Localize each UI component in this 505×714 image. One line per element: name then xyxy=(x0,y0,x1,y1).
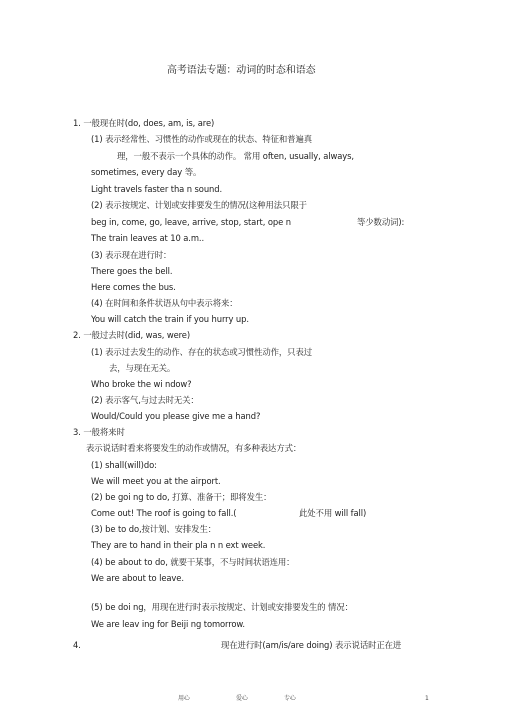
text-line: (1) 表示经常性、习惯性的动作或现在的状态、特征和普遍真 xyxy=(91,134,312,144)
page-title: 高考语法专题：动词的时态和语态 xyxy=(167,65,316,76)
example-sentence: We are leav ing for Beiji ng tomorrow. xyxy=(91,619,245,629)
section-heading-2: 2. 一般过去时(did, was, were) xyxy=(73,330,191,340)
example-sentence: Who broke the wi ndow? xyxy=(91,379,192,389)
text-line: (4) be about to do, 就要干某事，不与时间状语连用： xyxy=(91,557,295,567)
text-line: (3) be to do,按计划、安排发生： xyxy=(91,524,217,534)
example-sentence: You will catch the train if you hurry up. xyxy=(91,314,249,324)
text-line: (2) 表示按规定、计划或安排要发生的情况(这种用法只限于 xyxy=(91,200,307,210)
footer-left: 用心 xyxy=(178,695,190,702)
example-sentence: They are to hand in their pla n n ext week. xyxy=(91,540,266,550)
example-sentence: Would/Could you please give me a hand? xyxy=(91,411,261,421)
example-sentence: The train leaves at 10 a.m.. xyxy=(91,233,205,243)
section-heading-4: 4. xyxy=(73,640,81,650)
footer-right: 专心 xyxy=(284,695,296,702)
text-line: beg in, come, go, leave, arrive, stop, start, ope n xyxy=(91,217,291,227)
text-line: sometimes, every day 等。 xyxy=(91,167,202,177)
page-number: 1 xyxy=(425,695,429,702)
text-line: 等少数动词): xyxy=(357,217,405,227)
example-sentence: Here comes the bus. xyxy=(91,282,176,292)
example-sentence: We are about to leave. xyxy=(91,573,184,583)
example-sentence: We will meet you at the airport. xyxy=(91,476,221,486)
section-heading-3: 3. 一般将来时 xyxy=(73,427,125,437)
text-line: (4) 在时间和条件状语从句中表示将来： xyxy=(91,298,238,308)
text-line: 现在进行时(am/is/are doing) 表示说话时正在进 xyxy=(221,640,402,650)
footer-middle: 爱心 xyxy=(236,695,248,702)
text-line: 去，与现在无关。 xyxy=(109,363,176,373)
text-line: (2) be goi ng to do, 打算、准备干；即将发生： xyxy=(91,492,272,502)
example-sentence: There goes the bell. xyxy=(91,266,173,276)
text-line: (5) be doi ng，用现在进行时表示按规定、计划或安排要发生的 情况： xyxy=(91,602,353,612)
text-line: 此处不用 will fall) xyxy=(299,508,367,518)
text-line: 表示说话时看来将要发生的动作或情况，有多种表达方式： xyxy=(86,443,302,453)
section-heading-1: 1. 一般现在时(do, does, am, is, are) xyxy=(73,118,215,128)
text-line: 理，一般不表示一个具体的动作。 常用 often, usually, always, xyxy=(117,151,354,161)
text-line: (3) 表示现在进行时： xyxy=(91,250,172,260)
text-line: (1) 表示过去发生的动作、存在的状态或习惯性动作，只表过 xyxy=(91,347,312,357)
text-line: (1) shall(will)do: xyxy=(91,460,157,470)
example-sentence: Light travels faster tha n sound. xyxy=(91,184,223,194)
example-sentence: Come out! The roof is going to fall.( xyxy=(91,508,237,518)
text-line: (2) 表示客气,与过去时无关： xyxy=(91,395,199,405)
